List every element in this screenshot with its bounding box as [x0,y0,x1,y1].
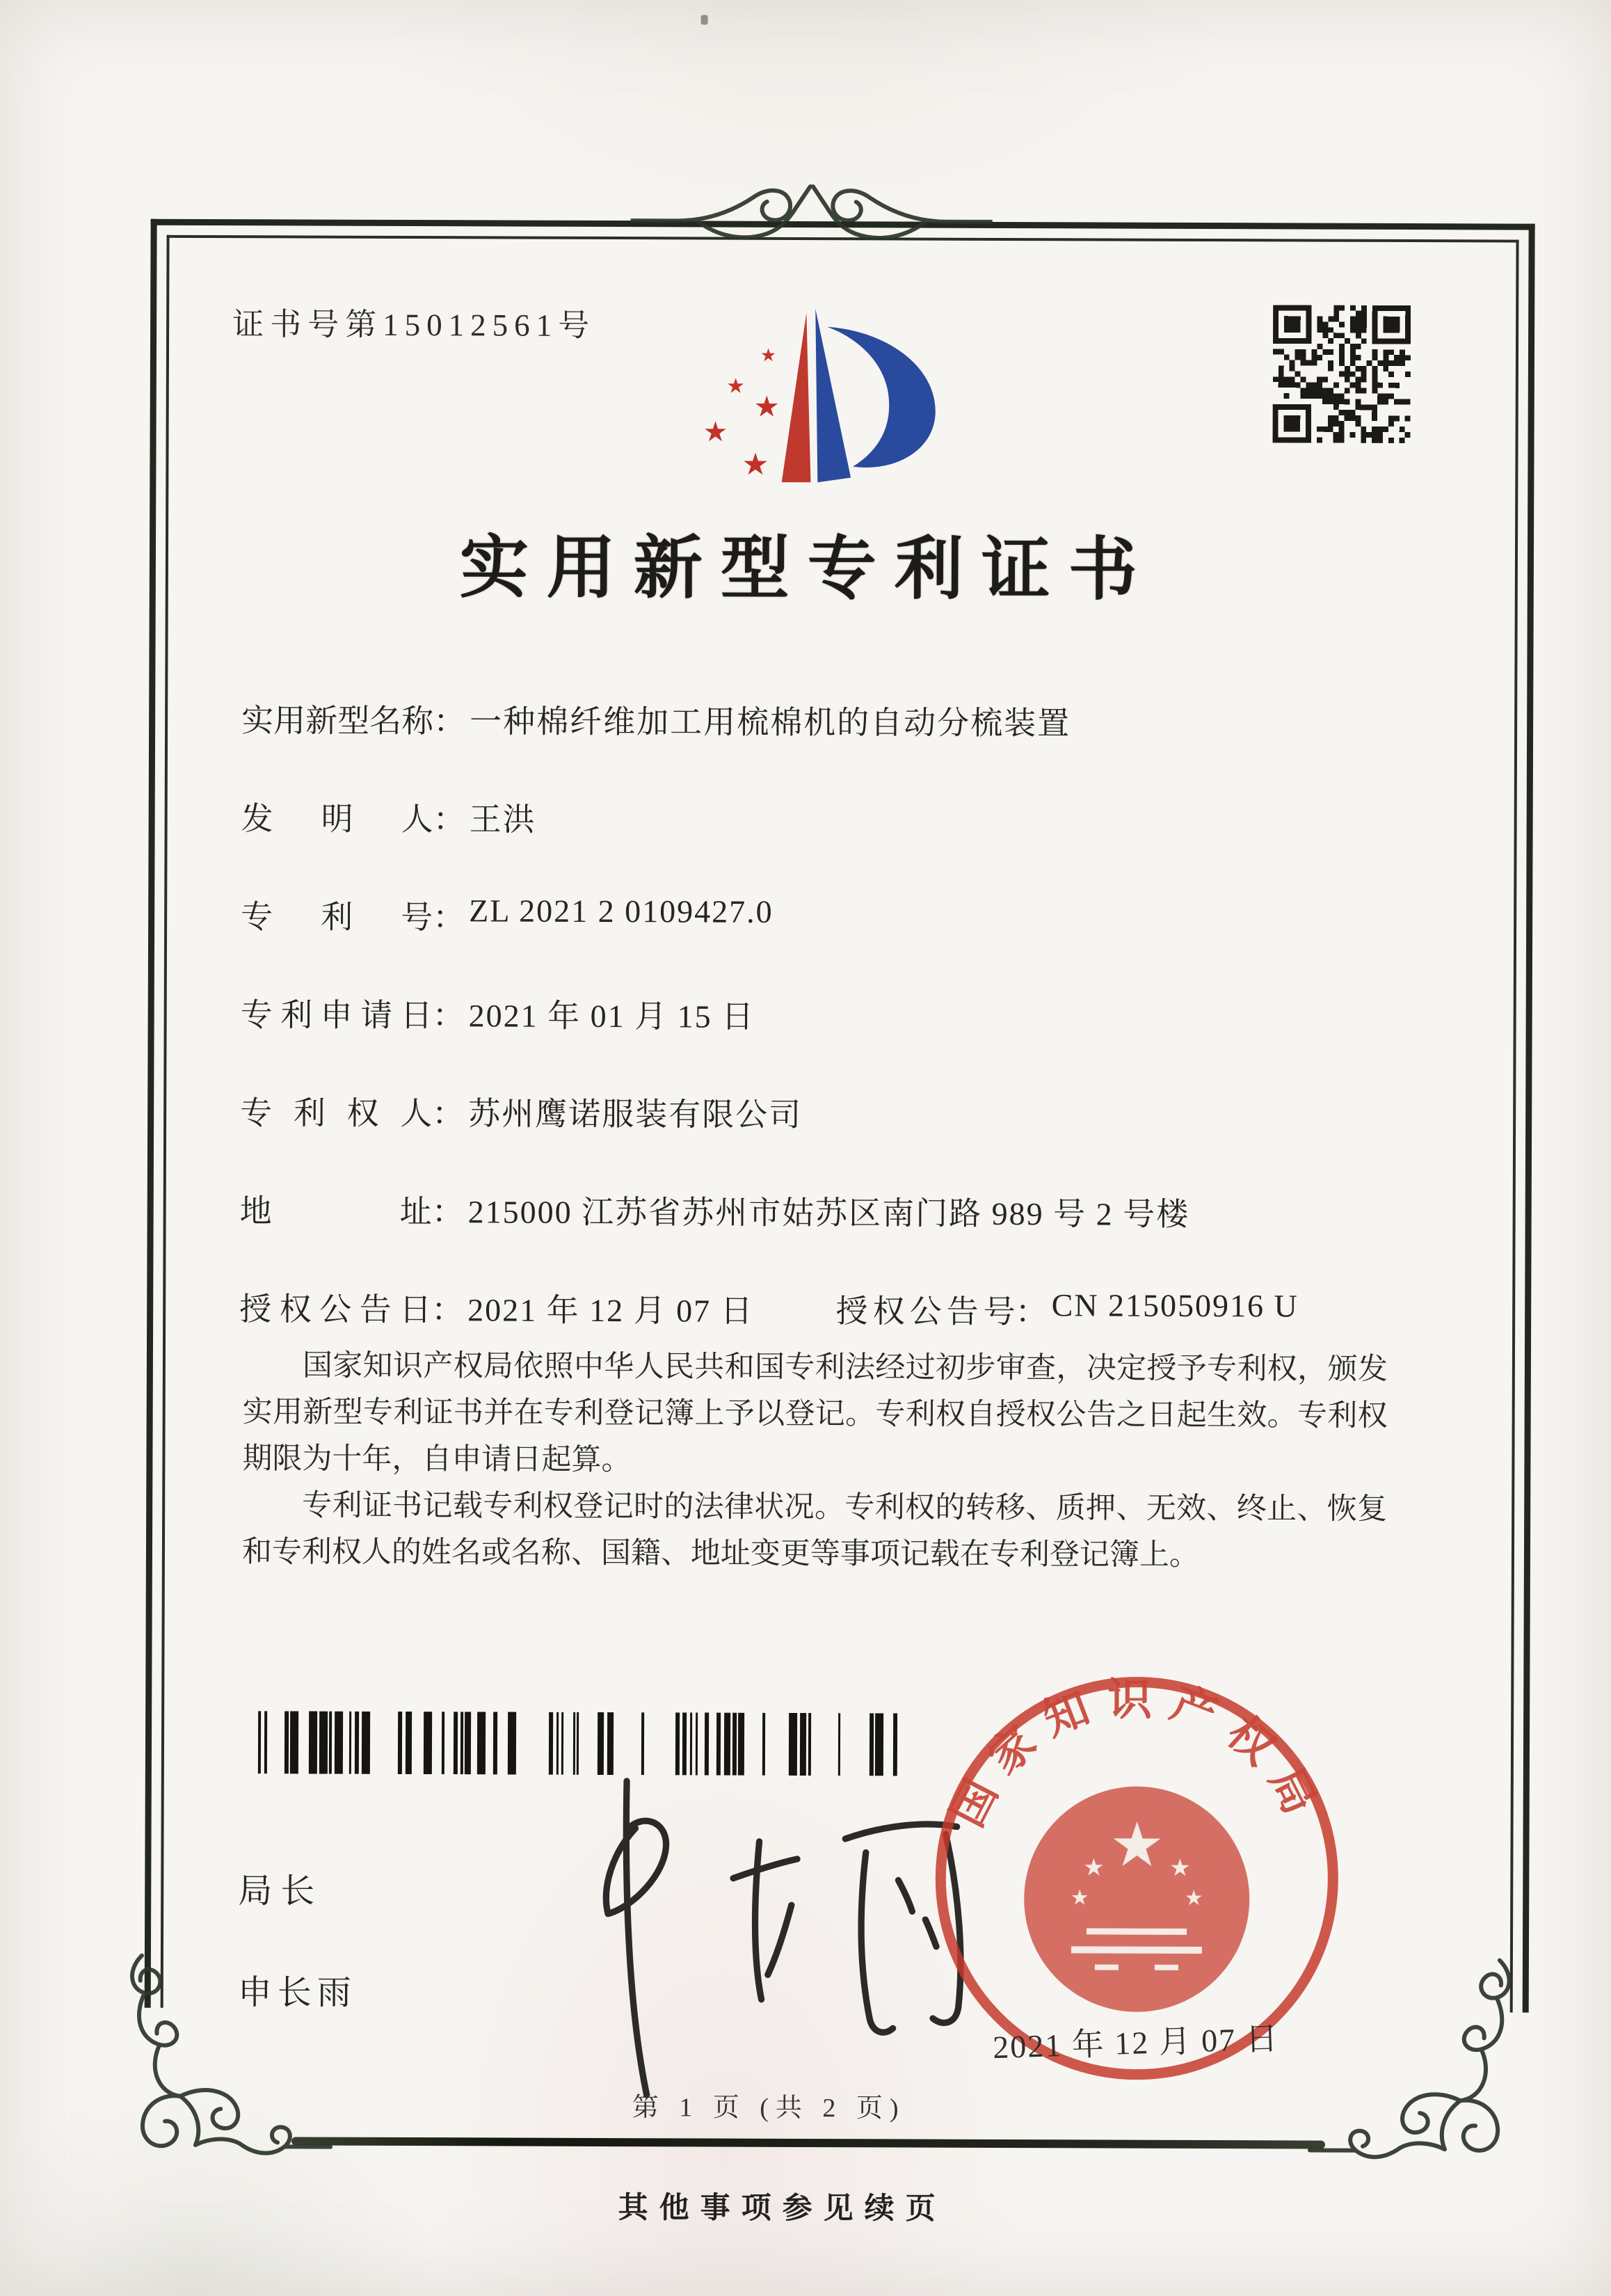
svg-text:★: ★ [760,345,777,366]
logo-red-wedge [782,313,812,483]
field-value: 王洪 [469,802,536,838]
official-red-seal-icon [927,1669,1346,2095]
field-value: 2021 年 01 月 15 日 [468,998,755,1035]
svg-text:★: ★ [1184,1886,1203,1911]
field-colon: ： [433,900,465,936]
svg-text:★: ★ [703,417,728,448]
field-colon: ： [433,703,466,740]
field-value: 苏州鹰诺服装有限公司 [468,1096,803,1133]
svg-text:★: ★ [1083,1855,1105,1881]
svg-text:★: ★ [1070,1886,1089,1910]
field-value: 一种棉纤维加工用梳棉机的自动分梳装置 [470,703,1071,742]
field-value: ZL 2021 2 0109427.0 [469,893,774,930]
field-label: 专利权人 [240,1095,433,1132]
field-value: 2021 年 12 月 07 日 [467,1292,754,1329]
svg-text:★: ★ [1169,1855,1191,1881]
field-colon: ： [432,1096,465,1132]
legal-text [242,1342,1388,1579]
certificate-border-bottom [291,2137,1325,2148]
field-colon: ： [432,998,465,1034]
field-row-patentee [240,1087,1395,1190]
seal-ring-text: 国家知识产权局 [943,1675,1332,1836]
field-colon: ： [431,1194,464,1230]
field-label: 授权公告日 [239,1291,432,1328]
field-label: 发明人 [241,801,433,838]
national-emblem [1024,1786,1250,2012]
continuation-note: 其他事项参见续页 [618,2192,947,2226]
scan-smudge [701,15,708,24]
legal-paragraph-2: 专利证书记载专利权登记时的法律状况。专利权的转移、质押、无效、终止、恢复和专利权人的姓名或名称、国籍、地址变更等事项记载在专利登记簿上。 [241,1489,1388,1572]
field-colon: ： [431,1292,464,1328]
page-number: 第 1 页 (共 2 页) [632,2093,906,2123]
field-label: 专利号 [241,899,433,936]
top-flourish-ornament [630,166,993,272]
director-title: 局长 [238,1872,323,1911]
director-name: 申长雨 [237,1973,357,2012]
svg-text:★: ★ [1109,1812,1165,1880]
field-colon: ： [433,802,465,838]
field-value: 215000 江苏省苏州市姑苏区南门路 989 号 2 号楼 [467,1194,1190,1232]
certificate-title: 实用新型专利证书 [459,530,1156,609]
field-list [239,695,1396,1386]
field-row-inventor [241,793,1395,895]
legal-paragraph-1: 国家知识产权局依照中华人民共和国专利法经过初步审查，决定授予专利权，颁发实用新型专利证书并在专利登记簿上予以登记。专利权自授权公告之日起生效。专利权期限为十年，自申请日起算。 [242,1349,1388,1477]
svg-text:★: ★ [742,447,769,482]
field-colon: ： [1015,1294,1048,1330]
seal-date: 2021 年 12 月 07 日 [992,2020,1280,2066]
field-label: 授权公告号 [835,1293,1016,1330]
field-value: CN 215050916 U [1051,1287,1299,1324]
certificate-number: 证书号第15012561号 [232,307,596,343]
qr-code-icon [1273,305,1411,443]
field-label: 地址 [239,1193,432,1230]
cnipa-logo-icon [656,283,991,506]
svg-text:★: ★ [753,391,780,424]
field-row-patent-no [241,891,1395,994]
field-label: 实用新型名称 [241,703,434,740]
field-row-address [239,1186,1394,1288]
svg-text:★: ★ [726,374,746,398]
field-row-name [241,695,1396,797]
field-row-filing-date [240,989,1395,1092]
field-label: 专利申请日 [240,997,433,1034]
